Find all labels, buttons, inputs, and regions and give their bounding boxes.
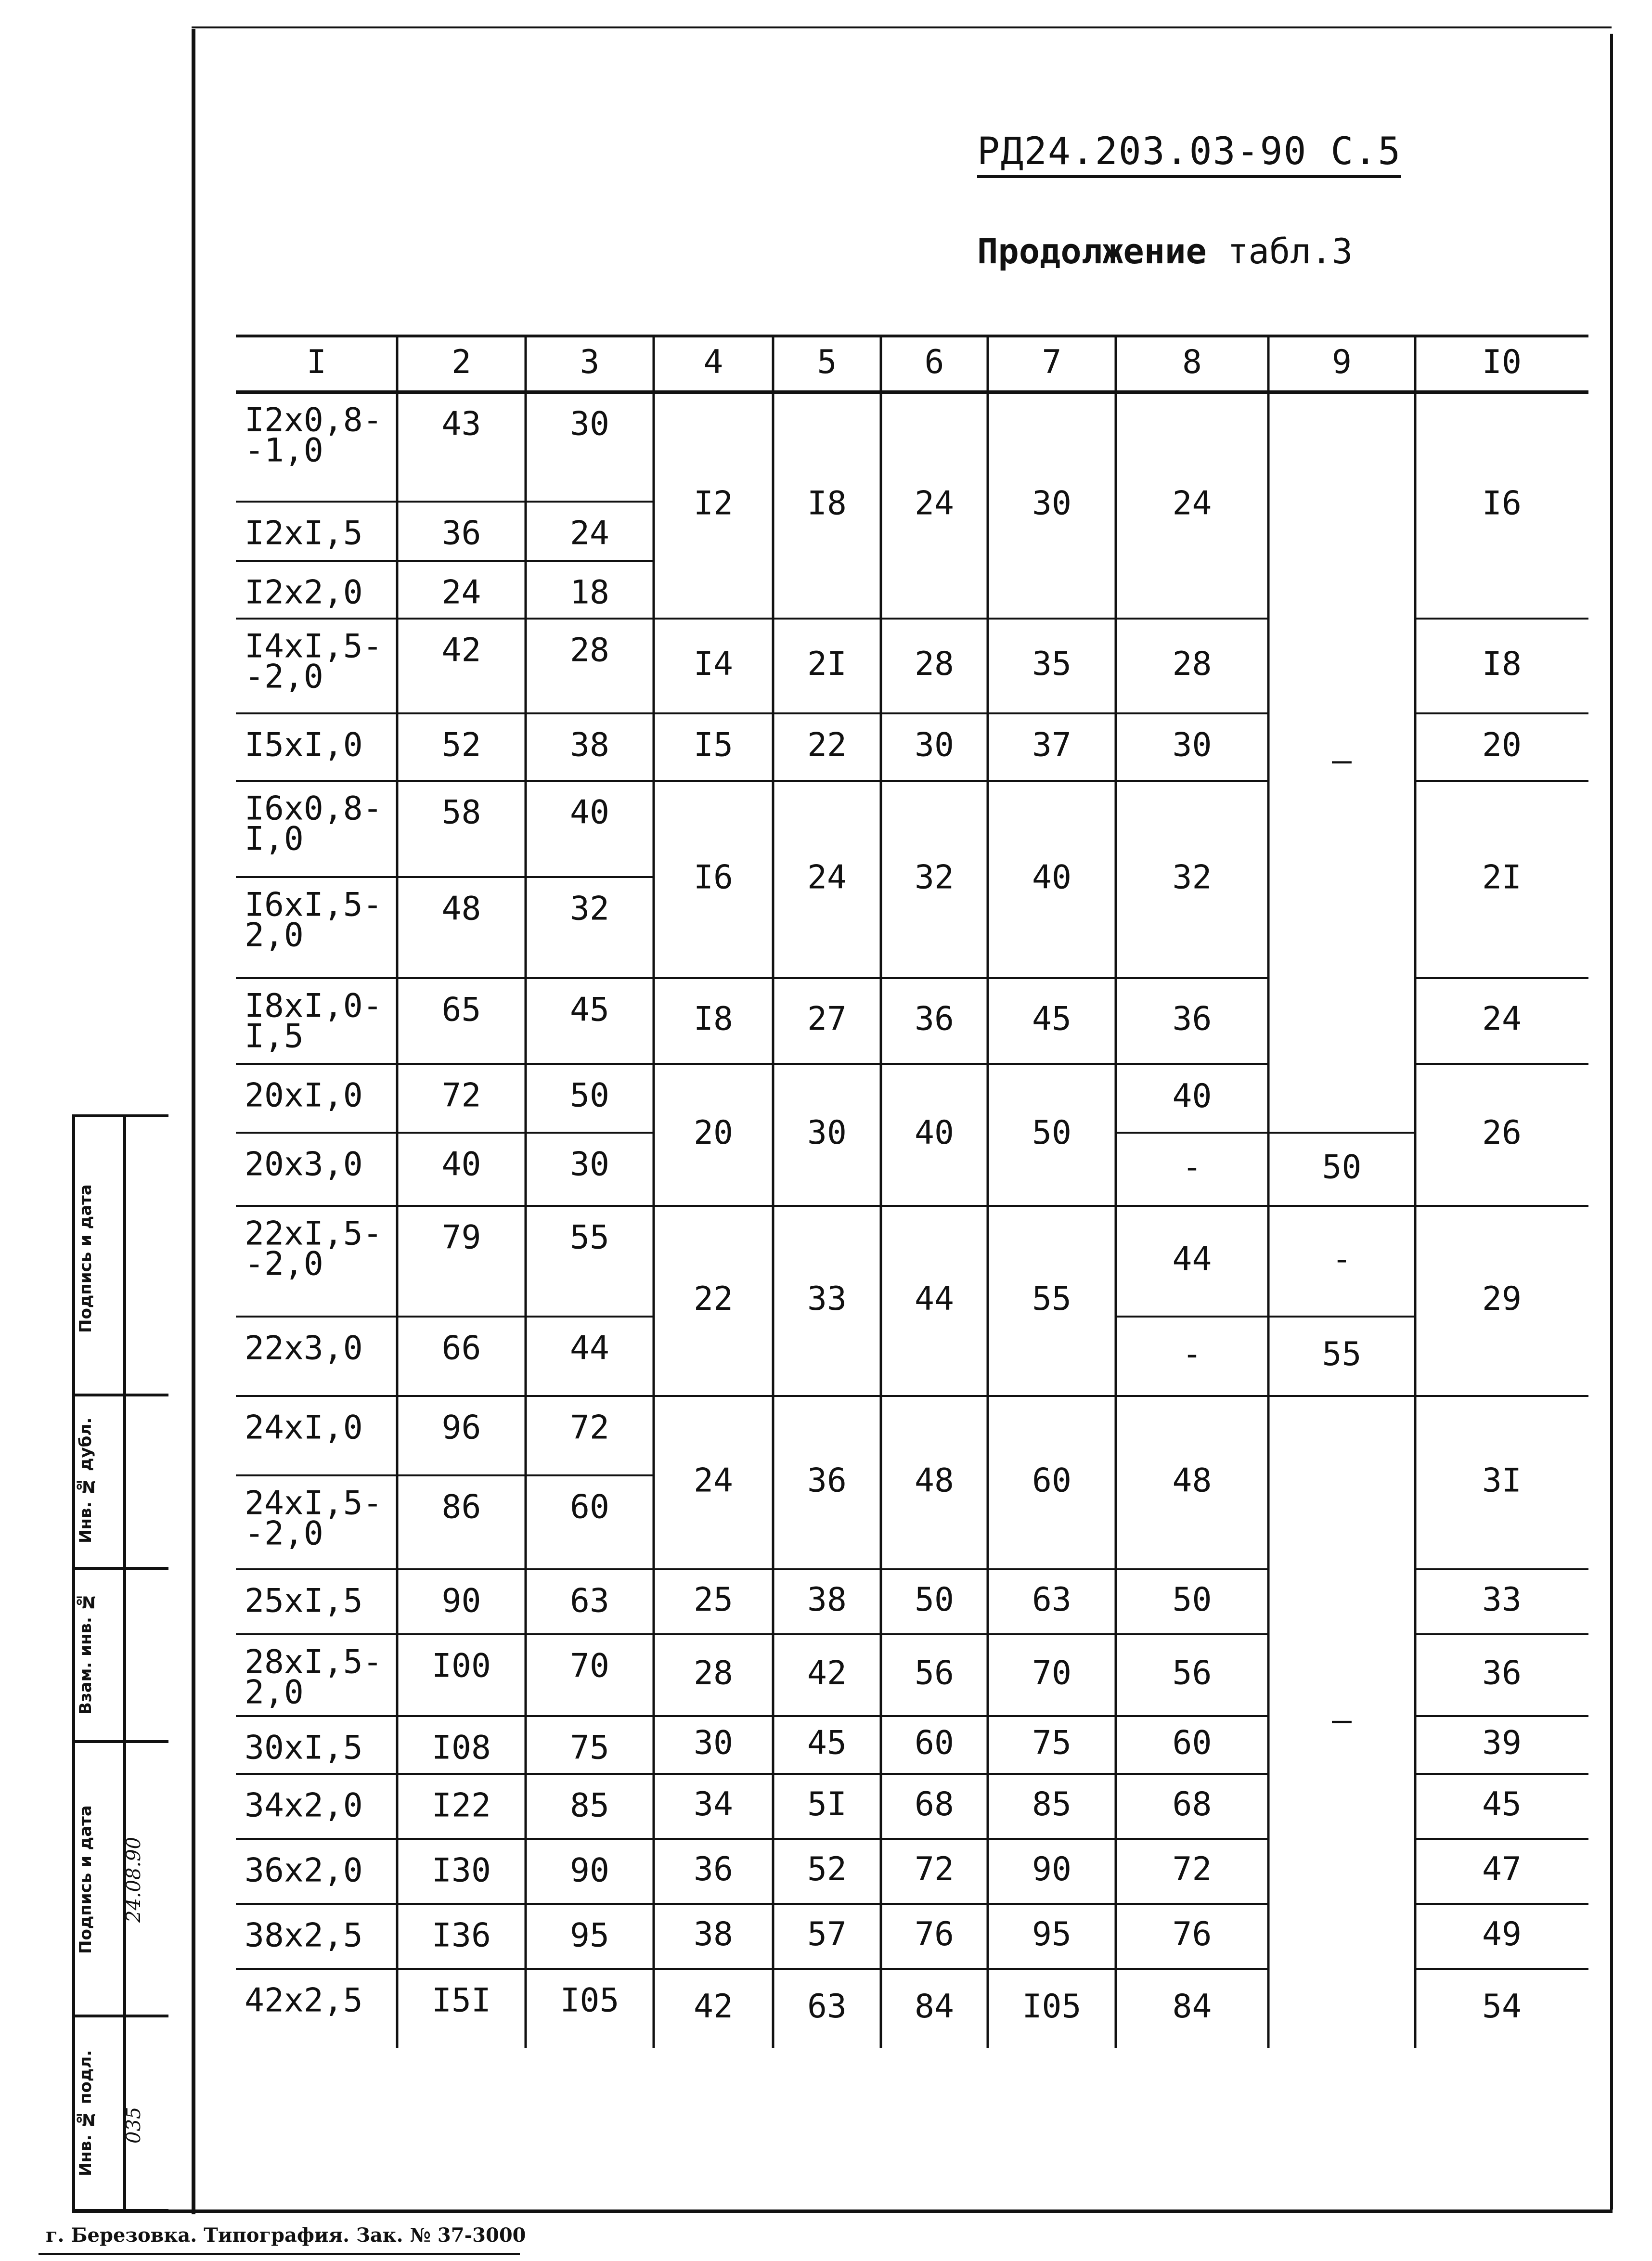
col2-cell: 58 [441,793,481,832]
col8-cell: 48 [1172,1461,1212,1500]
col5-cell: 22 [807,726,847,764]
col2-cell: 24 [441,573,481,612]
col4-cell: 36 [694,1850,733,1889]
size-cell: 20x3,0 [245,1145,363,1184]
col6-cell: 76 [915,1915,954,1954]
col7-cell: 63 [1032,1581,1071,1619]
col8-cell: 32 [1172,858,1212,897]
col5-cell: 27 [807,1000,847,1038]
col10-cell: 49 [1482,1915,1522,1954]
col2-cell: 66 [441,1329,481,1368]
col4-cell: 30 [694,1724,733,1762]
col4-cell: 20 [694,1114,733,1152]
col5-cell: 45 [807,1724,847,1762]
size-cell: 24xI,5- [245,1484,383,1523]
col2-cell: 43 [441,405,481,443]
col6-cell: 56 [915,1654,954,1693]
size-cell: 22x3,0 [245,1329,363,1368]
col3-cell: 45 [570,991,609,1029]
sidebar-label-original-inv: Инв. № подл. [76,2050,95,2177]
col4-cell: 25 [694,1581,733,1619]
col6-cell: 72 [915,1850,954,1889]
col5-cell: 24 [807,858,847,897]
col6-cell: 44 [915,1280,954,1318]
col8-cell: 28 [1172,645,1212,684]
col8-cell: 36 [1172,1000,1212,1038]
col8-cell: 84 [1172,1988,1212,2026]
col10-cell: 36 [1482,1654,1522,1693]
col2-cell: 96 [441,1408,481,1447]
col2-cell: 90 [441,1582,481,1620]
col9-cell: — [1332,741,1352,780]
col7-cell: 70 [1032,1654,1071,1693]
col5-cell: 33 [807,1280,847,1318]
document-code: РД24.203.03-90 С.5 [977,130,1401,178]
col3-cell: 38 [570,726,609,764]
size-cell: 28xI,5- [245,1643,383,1681]
col8-cell: 68 [1172,1785,1212,1824]
col7-cell: 85 [1032,1785,1071,1824]
col5-cell: 63 [807,1988,847,2026]
col4-cell: 28 [694,1654,733,1693]
col2-cell: I00 [432,1647,491,1685]
col10-cell: I6 [1482,484,1522,523]
col3-cell: 32 [570,890,609,928]
col6-cell: 32 [915,858,954,897]
col4-cell: 24 [694,1461,733,1500]
inventory-number-value: 035 [123,2106,145,2144]
column-header-9: 9 [1332,343,1352,382]
sidebar-label-signature-date: Подпись и дата [76,1184,95,1333]
col7-cell: 37 [1032,726,1071,764]
col5-cell: I8 [807,484,847,523]
size-cell: 24xI,0 [245,1408,363,1447]
col4-cell: I8 [694,1000,733,1038]
col3-cell: I05 [560,1981,620,2020]
col8-cell: 76 [1172,1915,1212,1954]
col7-cell: 75 [1032,1724,1071,1762]
col8-cell: 44 [1172,1240,1212,1279]
size-cell: 34x2,0 [245,1786,363,1825]
col6-cell: 68 [915,1785,954,1824]
footer-underline [39,2253,520,2255]
col10-cell: 3I [1482,1461,1522,1500]
col8-cell: - [1182,1335,1202,1374]
col3-cell: 63 [570,1582,609,1620]
col3-cell: 18 [570,573,609,612]
size-cell: I2x2,0 [245,573,363,612]
col3-cell: 90 [570,1851,609,1890]
col10-cell: 33 [1482,1581,1522,1619]
col8-cell: 72 [1172,1850,1212,1889]
sidebar-divider [72,2015,168,2017]
col2-cell: I30 [432,1851,491,1890]
sidebar-divider [72,1740,168,1743]
col2-cell: 42 [441,631,481,670]
col8-cell: 24 [1172,484,1212,523]
col10-cell: 45 [1482,1785,1522,1824]
size-cell: -2,0 [245,1514,323,1553]
col6-cell: 60 [915,1724,954,1762]
col8-cell: 60 [1172,1724,1212,1762]
col2-cell: 40 [441,1145,481,1184]
col4-cell: I2 [694,484,733,523]
subtitle-bold: Продолжение [977,231,1207,271]
col2-cell: I5I [432,1981,491,2020]
stamp-sidebar [72,1114,168,2212]
col9-cell: — [1332,1701,1352,1740]
size-cell: I8xI,0- [245,987,383,1025]
col8-cell: 56 [1172,1654,1212,1693]
col7-cell: 45 [1032,1000,1071,1038]
col6-cell: 40 [915,1114,954,1152]
col5-cell: 42 [807,1654,847,1693]
col4-cell: 42 [694,1988,733,2026]
col6-cell: 36 [915,1000,954,1038]
size-cell: 20xI,0 [245,1076,363,1115]
size-cell: I2x0,8- [245,401,383,439]
col4-cell: I4 [694,645,733,684]
col2-cell: I22 [432,1786,491,1825]
size-cell: I4xI,5- [245,627,383,666]
size-cell: -2,0 [245,1245,323,1283]
sidebar-label-replace-inv: Взам. инв. № [76,1592,95,1715]
column-header-7: 7 [1042,343,1062,382]
col10-cell: 54 [1482,1988,1522,2026]
col2-cell: I08 [432,1729,491,1767]
sidebar-divider [72,1114,168,1117]
col8-cell: 50 [1172,1581,1212,1619]
col5-cell: 30 [807,1114,847,1152]
col10-cell: 2I [1482,858,1522,897]
col2-cell: I36 [432,1916,491,1955]
col7-cell: 40 [1032,858,1071,897]
col4-cell: 38 [694,1915,733,1954]
col3-cell: 24 [570,514,609,553]
col7-cell: 90 [1032,1850,1071,1889]
sidebar-label-signature-date-2: Подпись и дата [76,1805,95,1954]
size-cell: 25xI,5 [245,1582,363,1620]
col6-cell: 30 [915,726,954,764]
col3-cell: 85 [570,1786,609,1825]
col3-cell: 75 [570,1729,609,1767]
size-cell: 2,0 [245,1673,304,1712]
size-cell: I,0 [245,820,304,858]
col9-cell: 55 [1322,1335,1362,1374]
col9-cell: 50 [1322,1148,1362,1187]
signature-date-value: 24.08.90 [123,1836,145,1923]
col3-cell: 55 [570,1218,609,1257]
col2-cell: 52 [441,726,481,764]
col8-cell: 40 [1172,1077,1212,1116]
sidebar-divider [72,1394,168,1396]
col4-cell: I5 [694,726,733,764]
col2-cell: 65 [441,991,481,1029]
size-cell: -1,0 [245,431,323,470]
printer-footer: г. Березовка. Типография. Зак. № 37-3000 [46,2224,526,2247]
col5-cell: 52 [807,1850,847,1889]
col6-cell: 48 [915,1461,954,1500]
col3-cell: 60 [570,1488,609,1526]
col4-cell: 34 [694,1785,733,1824]
col5-cell: 2I [807,645,847,684]
col3-cell: 40 [570,793,609,832]
col6-cell: 24 [915,484,954,523]
col10-cell: 24 [1482,1000,1522,1038]
col3-cell: 72 [570,1408,609,1447]
col3-cell: 70 [570,1647,609,1685]
sidebar-divider [72,2209,168,2212]
col6-cell: 28 [915,645,954,684]
size-cell: I5xI,0 [245,726,363,764]
col6-cell: 84 [915,1988,954,2026]
size-cell: I2xI,5 [245,514,363,553]
col5-cell: 38 [807,1581,847,1619]
col6-cell: 50 [915,1581,954,1619]
col2-cell: 36 [441,514,481,553]
size-cell: I6xI,5- [245,886,383,924]
column-header-6: 6 [924,343,944,382]
col7-cell: 55 [1032,1280,1071,1318]
col10-cell: 47 [1482,1850,1522,1889]
size-cell: 38x2,5 [245,1916,363,1955]
col7-cell: 30 [1032,484,1071,523]
col4-cell: 22 [694,1280,733,1318]
column-header-5: 5 [817,343,837,382]
column-header-2: 2 [452,343,471,382]
col10-cell: 39 [1482,1724,1522,1762]
size-cell: I6x0,8- [245,789,383,828]
col3-cell: 44 [570,1329,609,1368]
col4-cell: I6 [694,858,733,897]
col7-cell: 35 [1032,645,1071,684]
col10-cell: 26 [1482,1114,1522,1152]
size-cell: 2,0 [245,916,304,955]
size-cell: 36x2,0 [245,1851,363,1890]
col8-cell: 30 [1172,726,1212,764]
size-cell: I,5 [245,1017,304,1056]
column-header-8: 8 [1182,343,1202,382]
sidebar-divider [72,1567,168,1570]
column-header-4: 4 [703,343,723,382]
column-header-10: I0 [1482,343,1522,382]
col3-cell: 30 [570,1145,609,1184]
column-header-3: 3 [580,343,600,382]
size-cell: 42x2,5 [245,1981,363,2020]
size-cell: 22xI,5- [245,1214,383,1253]
col2-cell: 79 [441,1218,481,1257]
col2-cell: 72 [441,1076,481,1115]
col7-cell: 95 [1032,1915,1071,1954]
col7-cell: I05 [1022,1988,1082,2026]
col3-cell: 28 [570,631,609,670]
col2-cell: 48 [441,890,481,928]
col3-cell: 95 [570,1916,609,1955]
col7-cell: 60 [1032,1461,1071,1500]
col8-cell: - [1182,1148,1202,1187]
col5-cell: 36 [807,1461,847,1500]
size-cell: -2,0 [245,658,323,696]
sidebar-label-dup-inv: Инв. № дубл. [76,1417,95,1543]
column-header-1: I [307,343,326,382]
col5-cell: 57 [807,1915,847,1954]
size-cell: 30xI,5 [245,1729,363,1767]
col5-cell: 5I [807,1785,847,1824]
col10-cell: 29 [1482,1280,1522,1318]
col10-cell: I8 [1482,645,1522,684]
subtitle-rest: табл.3 [1206,231,1353,271]
col3-cell: 50 [570,1076,609,1115]
col10-cell: 20 [1482,726,1522,764]
col7-cell: 50 [1032,1114,1071,1152]
col9-cell: - [1332,1240,1352,1279]
col3-cell: 30 [570,405,609,443]
col2-cell: 86 [441,1488,481,1526]
